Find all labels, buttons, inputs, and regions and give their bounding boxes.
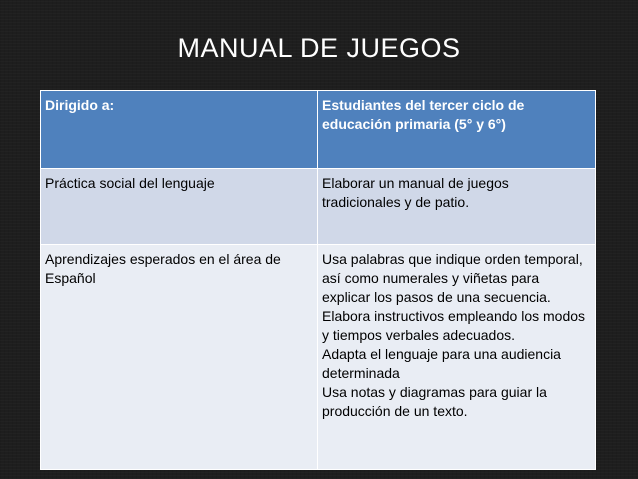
learning-outcome-text: Elabora instructivos empleando los modos y tiempos verbales adecuados. <box>322 308 586 343</box>
learning-outcome-text: Usa notas y diagramas para guiar la producción de un texto. <box>322 384 547 419</box>
table-cell-value <box>318 245 596 470</box>
table-row <box>41 245 596 470</box>
learning-outcome-text: Usa palabras que indique orden temporal, así como numerales y viñetas para explicar los pasos de una secuencia. <box>322 251 583 305</box>
table-row <box>41 91 596 169</box>
table-cell-label: Práctica social del lenguaje <box>41 169 318 245</box>
info-table <box>40 90 596 470</box>
table-cell-label: Aprendizajes esperados en el área de Español <box>41 245 318 470</box>
learning-outcome-text: Adapta el lenguaje para una audiencia determinada <box>322 346 561 381</box>
slide-title: MANUAL DE JUEGOS <box>177 33 461 63</box>
table-cell-value: Estudiantes del tercer ciclo de educación primaria (5° y 6°) <box>318 91 596 169</box>
table-row <box>41 169 596 245</box>
table-cell-value: Elaborar un manual de juegos tradicionales y de patio. <box>318 169 596 245</box>
table-cell-label: Dirigido a: <box>41 91 318 169</box>
